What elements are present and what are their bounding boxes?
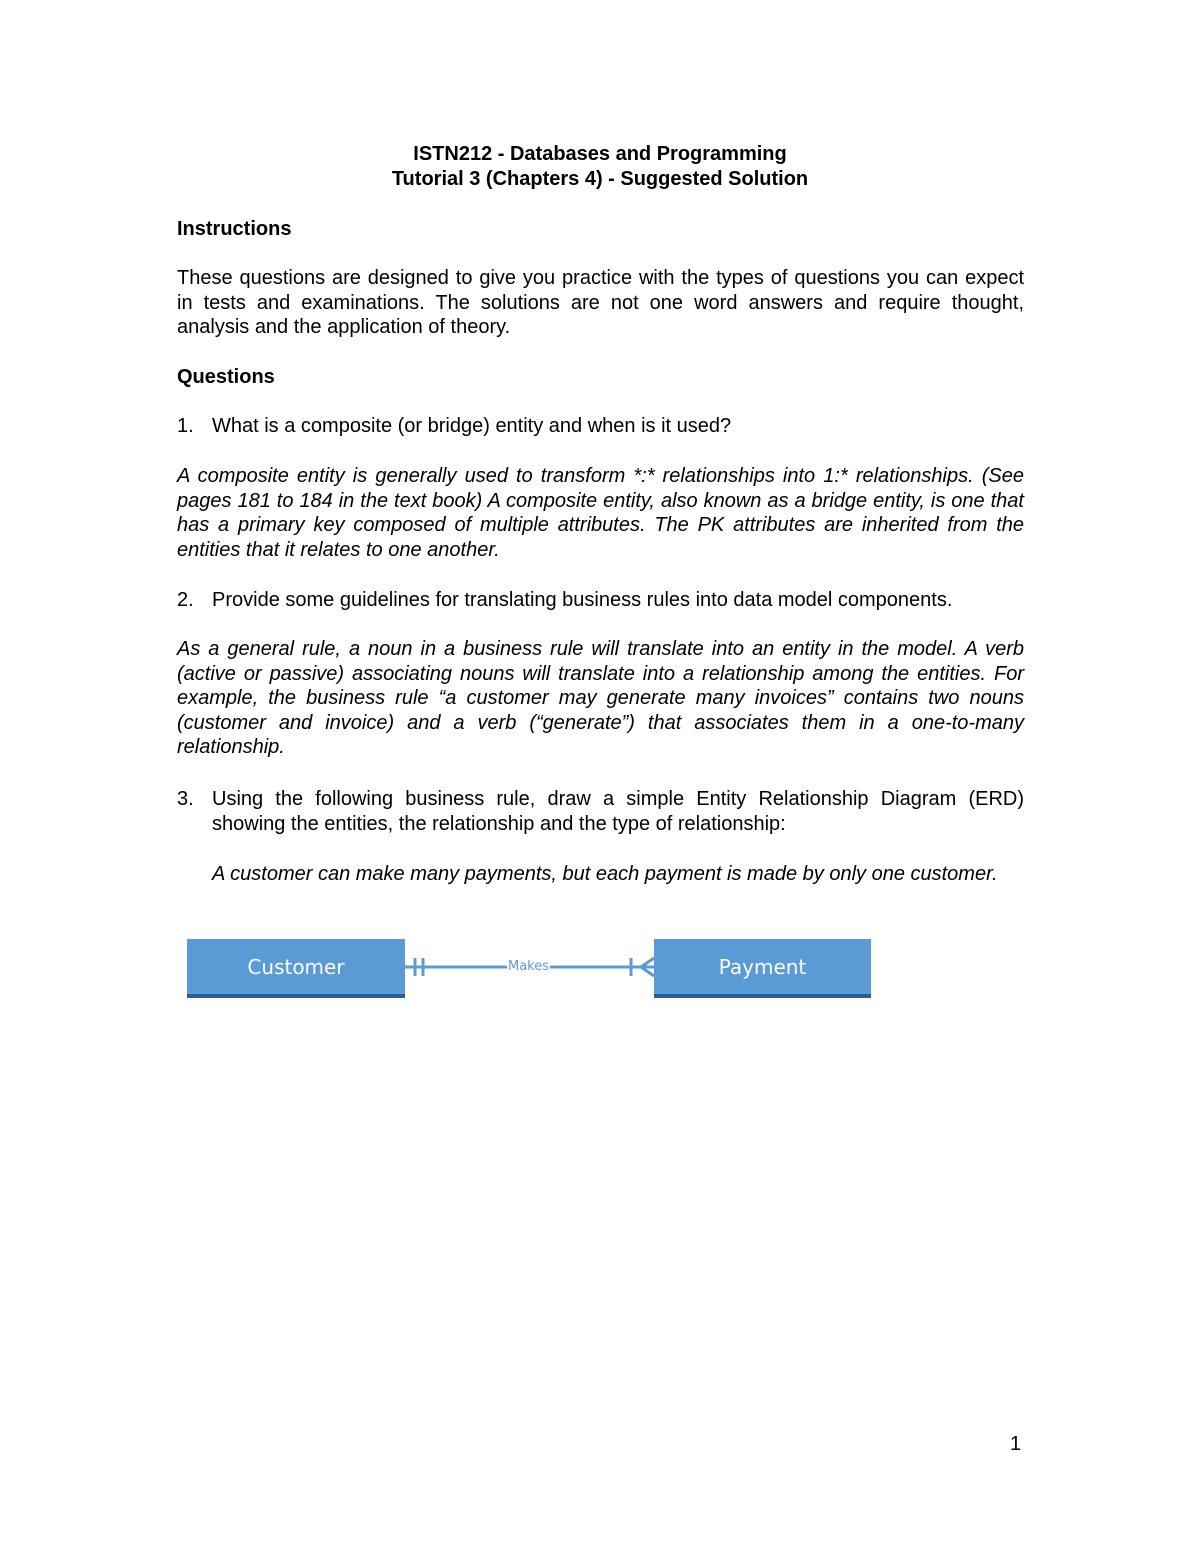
question-number: 3. xyxy=(177,788,194,810)
document-title xyxy=(0,142,1200,192)
page-number: 1 xyxy=(1010,1433,1022,1455)
question-number: 2. xyxy=(177,589,194,611)
entity-customer: Customer xyxy=(187,939,405,998)
instructions-heading: Instructions xyxy=(177,218,292,240)
questions-heading: Questions xyxy=(177,366,275,388)
answer-1: A composite entity is generally used to transform *:* relationships into 1:* relationships. (See pages 181 to 184 in the text book) A composite entity, also known as a bridge entity, is one that has a primary key composed of multiple attributes. The PK attributes are inherited from the entities that it relates to one another. xyxy=(177,465,1024,561)
title-line-course: ISTN212 - Databases and Programming xyxy=(413,143,787,165)
erd-diagram xyxy=(185,936,875,1002)
relationship-label: Makes xyxy=(508,959,550,974)
title-line-tutorial: Tutorial 3 (Chapters 4) - Suggested Solution xyxy=(391,168,809,190)
question-text: What is a composite (or bridge) entity and when is it used? xyxy=(212,415,732,437)
instructions-text: These questions are designed to give you practice with the types of questions you can expect in tests and examinations. The solutions are not one word answers and require thought, analysis and the application of theory. xyxy=(177,267,1024,338)
question-text: Using the following business rule, draw a simple Entity Relationship Diagram (ERD) showing the entities, the relationship and the type of relationship: xyxy=(212,788,1024,835)
answer-2: As a general rule, a noun in a business rule will translate into an entity in the model. A verb (active or passive) associating nouns will translate into a relationship among the entities. For example, the business rule “a customer may generate many invoices” contains two nouns (customer and invoice) and a verb (“generate”) that associates them in a one-to-many relationship. xyxy=(177,638,1024,758)
question-text: Provide some guidelines for translating business rules into data model components. xyxy=(212,589,953,611)
question-number: 1. xyxy=(177,415,194,437)
entity-payment: Payment xyxy=(654,939,871,998)
answer-3: A customer can make many payments, but each payment is made by only one customer. xyxy=(212,863,998,885)
